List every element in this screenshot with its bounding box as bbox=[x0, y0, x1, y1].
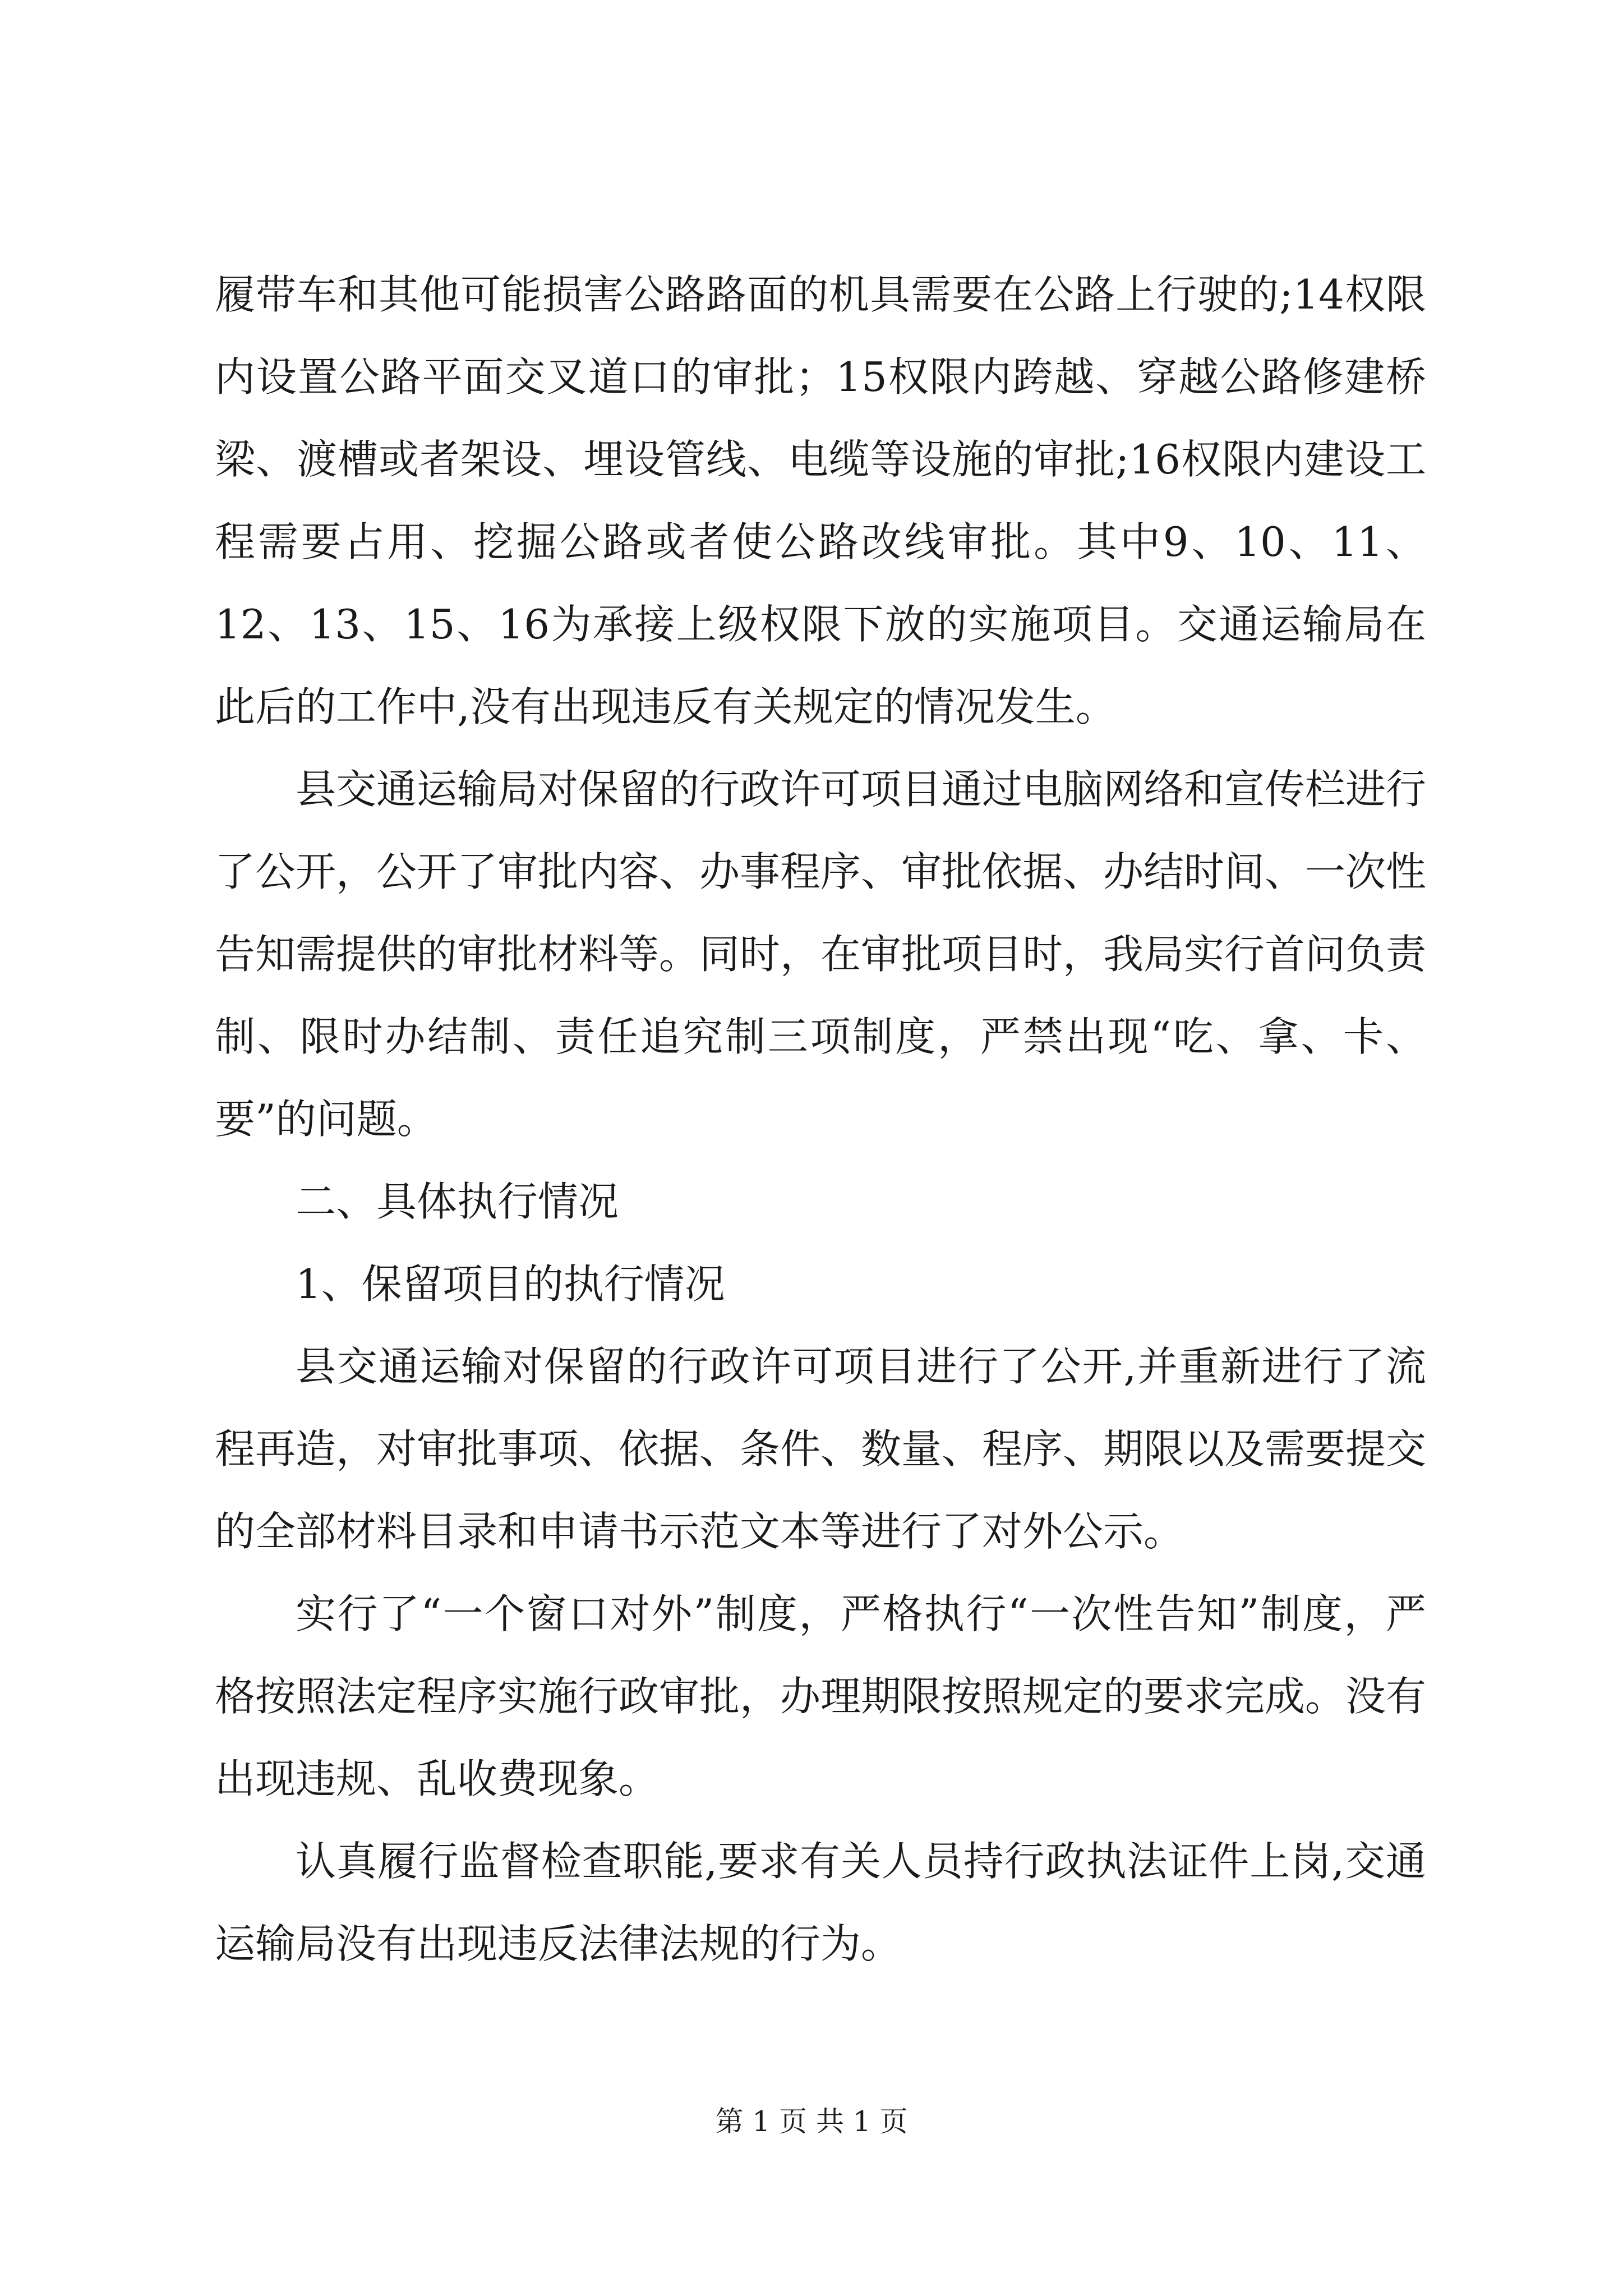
section-heading: 二、具体执行情况 bbox=[296, 1178, 619, 1225]
paragraph-5: 县交通运输对保留的行政许可项目进行了公开,并重新进行了流程再造，对审批事项、依据、条件、数量、程序、期限以及需要提交的全部材料目录和申请书示范文本等进行了对外公示。 bbox=[215, 1343, 1427, 1555]
paragraph-1: 履带车和其他可能损害公路路面的机具需要在公路上行驶的;14权限内设置公路平面交叉道口的审批；15权限内跨越、穿越公路修建桥梁、渡槽或者架设、埋设管线、电缆等设施的审批;16权限内建设工程需要占用、挖掘公路或者使公路改线审批。其中9、10、11、12、13、15、16为承接上级权限下放的实施项目。交通运输局在此后的工作中,没有出现违反有关规定的情况发生。 bbox=[215, 271, 1426, 730]
paragraph-7: 认真履行监督检查职能,要求有关人员持行政执法证件上岗,交通运输局没有出现违反法律法规的行为。 bbox=[215, 1838, 1426, 1967]
subsection-heading: 1、保留项目的执行情况 bbox=[296, 1260, 725, 1308]
paragraph-2: 县交通运输局对保留的行政许可项目通过电脑网络和宣传栏进行了公开，公开了审批内容、办事程序、审批依据、办结时间、一次性告知需提供的审批材料等。同时，在审批项目时，我局实行首问负责制、限时办结制、责任追究制三项制度，严禁出现“吃、拿、卡、要”的问题。 bbox=[215, 766, 1427, 1143]
page-footer: 第 1 页 共 1 页 bbox=[715, 2105, 908, 2138]
document-body bbox=[215, 254, 1426, 1985]
paragraph-6: 实行了“一个窗口对外”制度，严格执行“一次性告知”制度，严格按照法定程序实施行政审批，办理期限按照规定的要求完成。没有出现违规、乱收费现象。 bbox=[215, 1590, 1427, 1802]
